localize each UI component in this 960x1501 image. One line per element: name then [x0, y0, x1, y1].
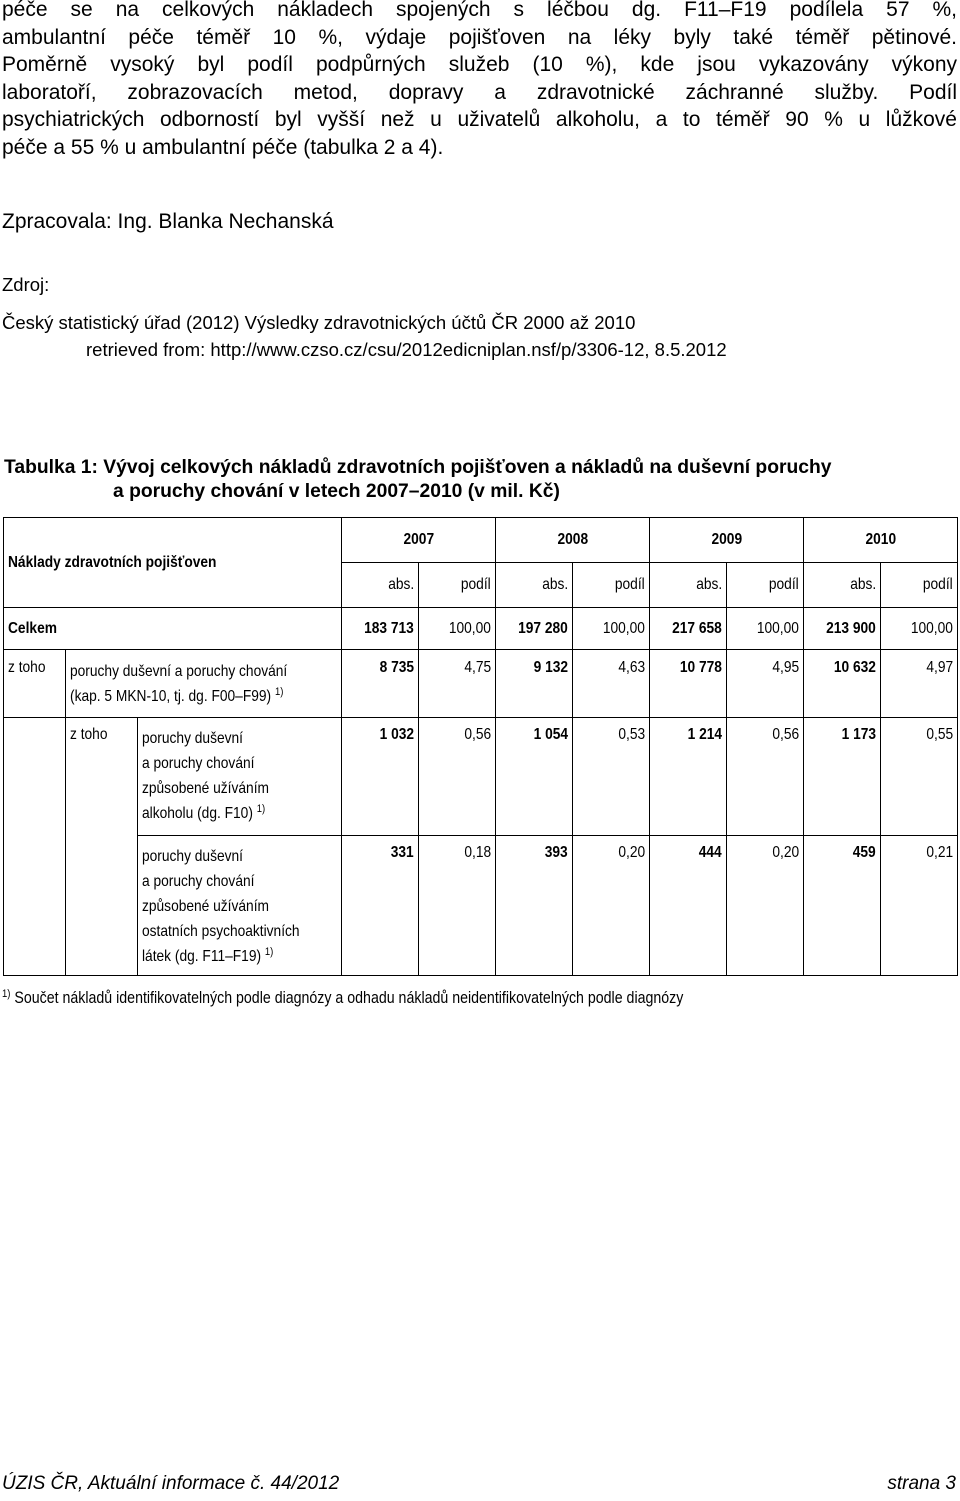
table-row-other-substances [4, 836, 958, 976]
header-label: Náklady zdravotních pojišťoven [8, 553, 217, 571]
footnote-text: Součet nákladů identifikovatelných podle diagnózy a odhadu nákladů neidentifikovatelných podle diagnózy [14, 989, 684, 1007]
cell-abs: 393 [496, 836, 573, 976]
intro-line: laboratoří, zobrazovacích metod, dopravy a zdravotnické záchranné služby. Podíl [2, 80, 957, 104]
intro-line: péče a 55 % u ambulantní péče (tabulka 2 a 4). [2, 135, 444, 159]
subheader-abs: abs. [496, 563, 573, 608]
cell-share: 0,56 [419, 718, 496, 836]
cell-abs: 1 173 [804, 718, 881, 836]
author-line: Zpracovala: Ing. Blanka Nechanská [2, 210, 334, 233]
table-row-total [4, 608, 958, 650]
cell-abs: 9 132 [496, 650, 573, 718]
row-empty [4, 718, 66, 976]
caption-line-1: Tabulka 1: Vývoj celkových nákladů zdravotních pojišťoven a nákladů na duševní poruchy [4, 457, 832, 478]
cell-share: 0,56 [727, 718, 804, 836]
cell-share: 4,63 [573, 650, 650, 718]
subheader-share: podíl [727, 563, 804, 608]
year-header: 2010 [804, 518, 958, 563]
cell-abs: 183 713 [342, 608, 419, 650]
table-row-alcohol [4, 718, 958, 836]
cell-share: 100,00 [419, 608, 496, 650]
page-footer [2, 1473, 956, 1495]
row-label: Celkem [4, 608, 342, 650]
costs-table-wrapper [3, 517, 957, 977]
intro-line: ambulantní péče téměř 10 %, výdaje pojišťoven na léky byly také téměř pětinové. [2, 25, 957, 49]
cell-share: 4,95 [727, 650, 804, 718]
cell-abs: 331 [342, 836, 419, 976]
cell-share: 0,55 [881, 718, 958, 836]
cell-abs: 459 [804, 836, 881, 976]
cell-abs: 10 632 [804, 650, 881, 718]
intro-line: péče se na celkových nákladech spojených s léčbou dg. F11–F19 podílela 57 %, [2, 0, 957, 21]
row-empty [66, 836, 138, 976]
cell-share: 0,53 [573, 718, 650, 836]
subheader-share: podíl [573, 563, 650, 608]
cell-abs: 1 214 [650, 718, 727, 836]
cell-abs: 213 900 [804, 608, 881, 650]
cell-abs: 217 658 [650, 608, 727, 650]
header-label-cell [4, 518, 342, 608]
cell-share: 100,00 [727, 608, 804, 650]
table-row-mental-disorders [4, 650, 958, 718]
year-header: 2008 [496, 518, 650, 563]
cell-abs: 8 735 [342, 650, 419, 718]
source-label: Zdroj: [2, 274, 50, 295]
cell-share: 4,97 [881, 650, 958, 718]
cell-abs: 444 [650, 836, 727, 976]
intro-line: psychiatrických odborností byl vyšší než u uživatelů alkoholu, a to téměř 90 % u lůžkové [2, 108, 957, 132]
cell-share: 100,00 [573, 608, 650, 650]
cell-abs: 1 032 [342, 718, 419, 836]
year-header: 2007 [342, 518, 496, 563]
cell-share: 0,20 [573, 836, 650, 976]
cell-abs: 10 778 [650, 650, 727, 718]
footer-publication: ÚZIS ČR, Aktuální informace č. 44/2012 [2, 1473, 340, 1494]
source-citation: Český statistický úřad (2012) Výsledky zdravotnických účtů ČR 2000 až 2010 [2, 312, 636, 333]
row-label: poruchy duševní a poruchy chování (kap. 5 MKN-10, tj. dg. F00–F99) $^{1)}$ [66, 650, 342, 718]
costs-table [3, 517, 958, 976]
row-label: poruchy duševní a poruchy chování způsobené užíváním ostatních psychoaktivních látek (dg. F11–F19) $^{1)}$ [138, 836, 342, 976]
cell-abs: 197 280 [496, 608, 573, 650]
cell-share: 0,21 [881, 836, 958, 976]
row-prefix: z toho [66, 718, 138, 836]
footer-page-number: strana 3 [887, 1473, 956, 1494]
row-prefix: z toho [4, 650, 66, 718]
cell-abs: 1 054 [496, 718, 573, 836]
subheader-abs: abs. [650, 563, 727, 608]
footnote-mark: 1) [2, 988, 11, 1000]
cell-share: 0,20 [727, 836, 804, 976]
source-link[interactable]: retrieved from: http://www.czso.cz/csu/2012edicniplan.nsf/p/3306-12, 8.5.2012 [86, 339, 727, 360]
subheader-share: podíl [419, 563, 496, 608]
year-header: 2009 [650, 518, 804, 563]
subheader-share: podíl [881, 563, 958, 608]
intro-paragraph [2, 0, 957, 162]
subheader-abs: abs. [342, 563, 419, 608]
row-label: poruchy duševní a poruchy chování způsobené užíváním alkoholu (dg. F10) $^{1)}$ [138, 718, 342, 836]
cell-share: 0,18 [419, 836, 496, 976]
intro-line: Poměrně vysoký byl podíl podpůrných služeb (10 %), kde jsou vykazovány výkony [2, 53, 957, 77]
cell-share: 100,00 [881, 608, 958, 650]
table-footnote [2, 989, 683, 1008]
table-caption [4, 456, 954, 504]
caption-line-2: a poruchy chování v letech 2007–2010 (v mil. Kč) [113, 481, 560, 502]
cell-share: 4,75 [419, 650, 496, 718]
subheader-abs: abs. [804, 563, 881, 608]
